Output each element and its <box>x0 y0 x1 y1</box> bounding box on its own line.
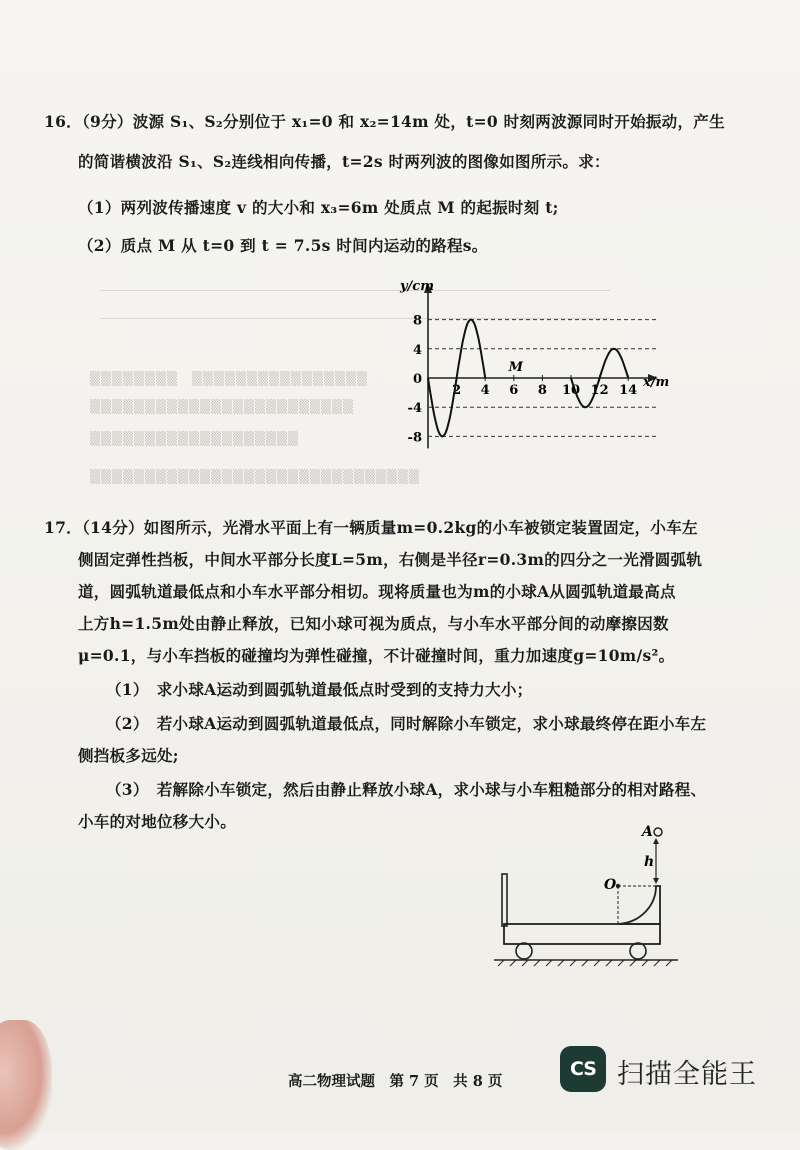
bleed-through-text: ▒▒▒▒▒▒▒▒▒▒▒▒▒▒▒▒▒▒▒ <box>90 432 299 447</box>
y-tick-label: 8 <box>412 313 422 329</box>
x-tick-label: 12 <box>590 383 609 398</box>
x-tick-label: 6 <box>509 383 519 398</box>
q17-part-2-cont: 侧挡板多远处; <box>78 746 179 765</box>
q17-line-1: 17．（14分）如图所示，光滑水平面上有一辆质量m=0.2kg的小车被锁定装置固定，小车左 <box>44 518 698 537</box>
q16-part-1: （1）两列波传播速度 v 的大小和 x₃=6m 处质点 M 的起振时刻 t; <box>78 198 559 217</box>
bleed-through-text: ▒▒▒▒▒▒▒▒ ▒▒▒▒▒▒▒▒▒▒▒▒▒▒▒▒ <box>90 372 368 387</box>
wave-graph <box>370 275 680 475</box>
camscanner-logo-icon: CS <box>560 1046 606 1092</box>
bleed-through-text: ▒▒▒▒▒▒▒▒▒▒▒▒▒▒▒▒▒▒▒▒▒▒▒▒▒▒▒▒▒▒ <box>90 470 420 485</box>
cart-figure-svg <box>490 818 690 978</box>
cart-figure <box>490 818 690 978</box>
q16-part-2: （2）质点 M 从 t=0 到 t = 7.5s 时间内运动的路程s。 <box>78 236 488 255</box>
q17-part-3: （3） 若解除小车锁定，然后由静止释放小球A，求小球与小车粗糙部分的相对路程、 <box>106 780 707 799</box>
q17-line-5: μ=0.1，与小车挡板的碰撞均为弹性碰撞，不计碰撞时间，重力加速度g=10m/s²。 <box>78 646 675 665</box>
ball-label: A <box>642 824 653 840</box>
q16-line-2: 的简谐横波沿 S₁、S₂连线相向传播，t=2s 时两列波的图像如图所示。求： <box>78 152 610 171</box>
x-tick-label: 8 <box>537 383 547 398</box>
q17-part-2: （2） 若小球A运动到圆弧轨道最低点，同时解除小车锁定，求小球最终停在距小车左 <box>106 714 707 733</box>
y-axis-label: y/cm <box>400 279 434 294</box>
q17-line-4: 上方h=1.5m处由静止释放，已知小球可视为质点，与小车水平部分间的动摩擦因数 <box>78 614 669 633</box>
bleed-through-text: ▒▒▒▒▒▒▒▒▒▒▒▒▒▒▒▒▒▒▒▒▒▒▒▒ <box>90 400 354 415</box>
wave-graph-svg <box>370 275 680 475</box>
y-tick-label: -4 <box>407 401 422 417</box>
y-tick-label: 0 <box>412 372 422 387</box>
x-axis-label: x/m <box>643 375 670 390</box>
q17-part-1: （1） 求小球A运动到圆弧轨道最低点时受到的支持力大小； <box>106 680 533 699</box>
x-tick-label: 4 <box>480 383 490 398</box>
finger-shadow <box>0 1020 52 1150</box>
y-tick-label: 4 <box>412 342 422 358</box>
camscanner-watermark-text: 扫描全能王 <box>617 1059 757 1090</box>
center-label: O <box>604 877 617 893</box>
y-tick-label: -8 <box>407 430 422 446</box>
q17-part-3-cont: 小车的对地位移大小。 <box>78 812 237 831</box>
x-tick-label: 14 <box>619 383 638 398</box>
q16-line-1: 16．（9分）波源 S₁、S₂分别位于 x₁=0 和 x₂=14m 处，t=0 时刻两波源同时开始振动，产生 <box>44 112 725 131</box>
point-m-label: M <box>508 360 523 375</box>
x-tick-label: 10 <box>561 383 581 398</box>
q17-line-3: 道，圆弧轨道最低点和小车水平部分相切。现将质量也为m的小球A从圆弧轨道最高点 <box>78 582 676 601</box>
height-label: h <box>644 854 655 870</box>
page-footer: 高二物理试题 第 7 页 共 8 页 <box>288 1073 503 1090</box>
q17-line-2: 侧固定弹性挡板，中间水平部分长度L=5m，右侧是半径r=0.3m的四分之一光滑圆弧轨 <box>78 550 703 569</box>
x-tick-label: 2 <box>452 383 462 398</box>
